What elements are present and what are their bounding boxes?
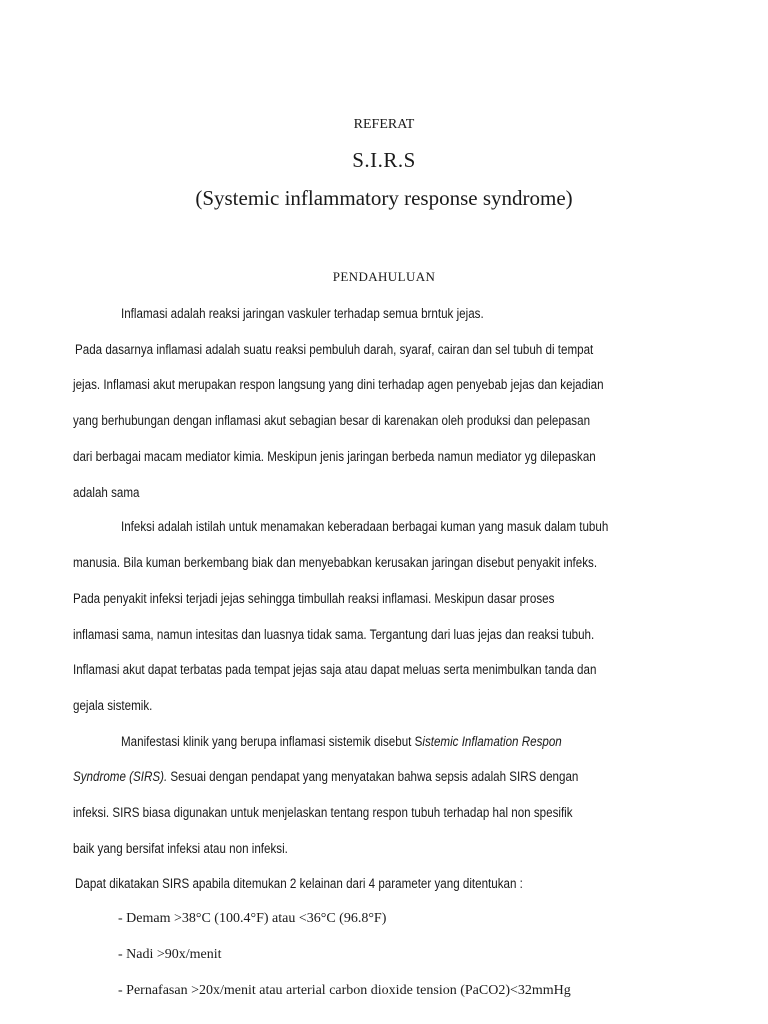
paragraph-4-line-2-plain: Sesuai dengan pendapat yang menyatakan bahwa sepsis adalah SIRS dengan: [167, 769, 579, 784]
paragraph-4-line-1-italic: istemic Inflamation Respon: [422, 734, 562, 749]
paragraph-3-line-5: Inflamasi akut dapat terbatas pada tempat jejas saja atau dapat meluas serta menimbulkan tanda dan: [73, 662, 597, 677]
criteria-item-pulse: - Nadi >90x/menit: [118, 947, 222, 962]
paragraph-4-line-4: baik yang bersifat infeksi atau non infeksi.: [73, 841, 288, 856]
criteria-item-respiration: - Pernafasan >20x/menit atau arterial carbon dioxide tension (PaCO2)<32mmHg: [118, 983, 571, 998]
document-subtitle: (Systemic inflammatory response syndrome): [195, 186, 573, 210]
document-label: REFERAT: [353, 117, 415, 132]
paragraph-5-line-1: Dapat dikatakan SIRS apabila ditemukan 2 kelainan dari 4 parameter yang ditentukan :: [75, 876, 523, 891]
paragraph-3-line-1: Infeksi adalah istilah untuk menamakan keberadaan berbagai kuman yang masuk dalam tubuh: [121, 519, 609, 534]
paragraph-2-line-5: adalah sama: [73, 485, 140, 500]
paragraph-3-line-2: manusia. Bila kuman berkembang biak dan menyebabkan kerusakan jaringan disebut penyakit infeks.: [73, 555, 598, 570]
section-heading: PENDAHULUAN: [332, 269, 436, 284]
paragraph-2-line-3: yang berhubungan dengan inflamasi akut sebagian besar di karenakan oleh produksi dan pelepasan: [73, 413, 591, 428]
paragraph-3-line-6: gejala sistemik.: [73, 698, 153, 713]
criteria-item-temperature: - Demam >38°C (100.4°F) atau <36°C (96.8°F): [118, 911, 387, 926]
paragraph-3-line-4: inflamasi sama, namun intesitas dan luasnya tidak sama. Tergantung dari luas jejas dan reaksi tubuh.: [73, 627, 595, 642]
paragraph-2-line-2: jejas. Inflamasi akut merupakan respon langsung yang dini terhadap agen penyebab jejas dan kejadian: [73, 377, 604, 392]
paragraph-4-line-2: [73, 769, 578, 784]
paragraph-4-line-3: infeksi. SIRS biasa digunakan untuk menjelaskan tentang respon tubuh terhadap hal non spesifik: [73, 805, 573, 820]
paragraph-1-line-1: Inflamasi adalah reaksi jaringan vaskuler terhadap semua brntuk jejas.: [121, 306, 484, 321]
paragraph-2-line-1: Pada dasarnya inflamasi adalah suatu reaksi pembuluh darah, syaraf, cairan dan sel tubuh di tempat: [75, 342, 594, 357]
paragraph-4-line-1-plain: Manifestasi klinik yang berupa inflamasi sistemik disebut S: [121, 734, 423, 749]
paragraph-2-line-4: dari berbagai macam mediator kimia. Meskipun jenis jaringan berbeda namun mediator yg dilepaskan: [73, 449, 596, 464]
paragraph-3-line-3: Pada penyakit infeksi terjadi jejas sehingga timbullah reaksi inflamasi. Meskipun dasar proses: [73, 591, 555, 606]
document-title: S.I.R.S: [352, 148, 416, 172]
paragraph-4-line-2-italic: Syndrome (SIRS).: [73, 769, 168, 784]
paragraph-4-line-1: [121, 734, 562, 749]
